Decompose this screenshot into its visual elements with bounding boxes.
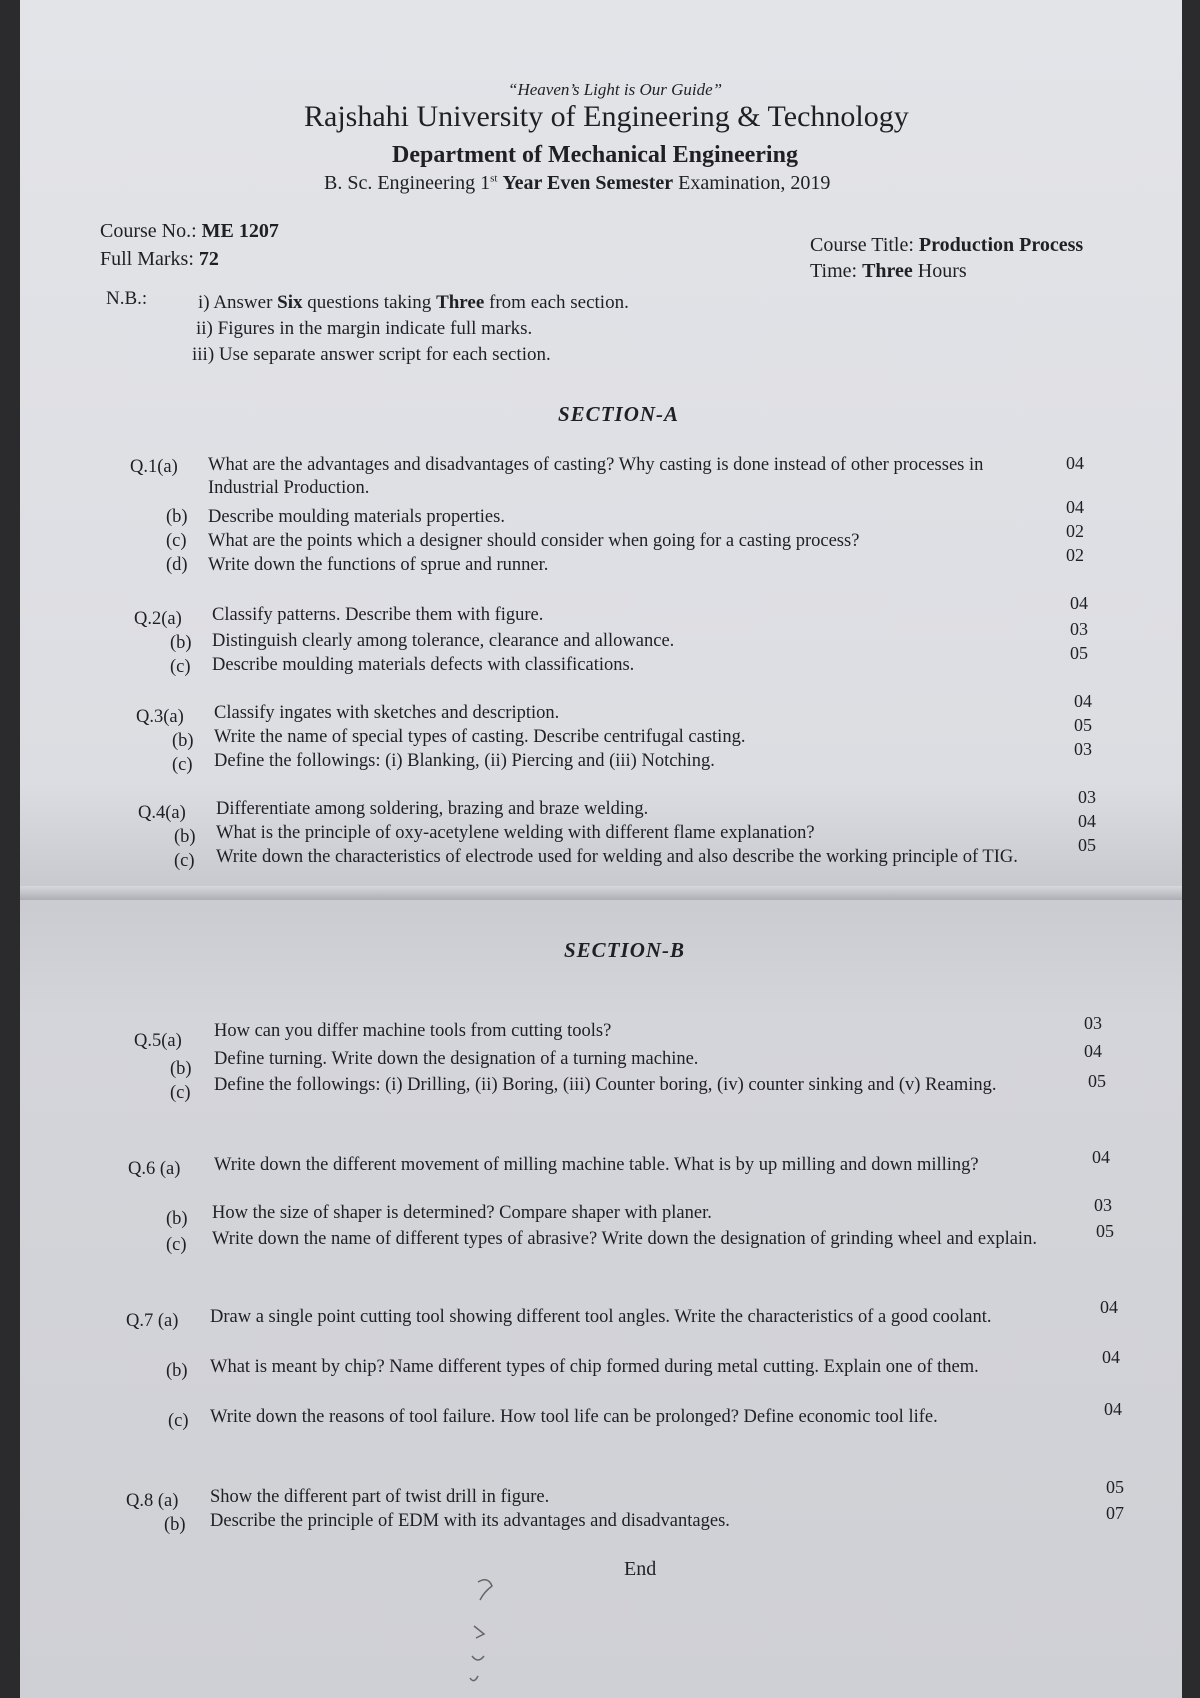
university-name: Rajshahi University of Engineering & Technology — [304, 100, 909, 133]
paper-fold — [20, 886, 1182, 900]
q8b-marks: 07 — [1106, 1503, 1124, 1523]
time-unit: Hours — [917, 260, 967, 282]
q4c-marks: 05 — [1078, 835, 1096, 855]
q3a-marks: 04 — [1074, 691, 1092, 711]
q5a-number: Q.5(a) — [134, 1031, 182, 1051]
course-title-value: Production Process — [918, 234, 1084, 256]
q4b-number: (b) — [174, 827, 196, 847]
time-label: Time: — [810, 260, 858, 282]
q2a-text: Classify patterns. Describe them with figure. — [212, 605, 544, 625]
q7c-number: (c) — [168, 1411, 189, 1431]
nb-item-1-a: Answer — [213, 292, 273, 313]
time-value: Three — [862, 260, 913, 282]
q3a-number: Q.3(a) — [136, 707, 184, 727]
exam-year-sem: Year Even Semester — [502, 172, 674, 194]
nb-item-3: iii) Use separate answer script for each section. — [192, 344, 551, 365]
nb-item-2: ii) Figures in the margin indicate full marks. — [196, 318, 533, 339]
q7a-text: Draw a single point cutting tool showing different tool angles. Write the characteristics of a good coolant. — [210, 1307, 992, 1327]
q2b-number: (b) — [170, 633, 192, 653]
q1c-number: (c) — [166, 531, 187, 551]
q1b-marks: 04 — [1066, 497, 1084, 517]
nb-item-1 — [198, 292, 629, 314]
q5c-number: (c) — [170, 1083, 191, 1103]
exam-paper — [20, 0, 1182, 1698]
q4c-number: (c) — [174, 851, 195, 871]
course-no-value: ME 1207 — [201, 220, 279, 242]
q1c-marks: 02 — [1066, 521, 1084, 541]
q6b-number: (b) — [166, 1209, 188, 1229]
q5a-text: How can you differ machine tools from cutting tools? — [214, 1021, 612, 1041]
q6c-text: Write down the name of different types of abrasive? Write down the designation of grinding wheel and explain. — [212, 1229, 1037, 1249]
section-b-heading: SECTION-B — [564, 938, 686, 962]
q4a-number: Q.4(a) — [138, 803, 186, 823]
q2b-marks: 03 — [1070, 619, 1088, 639]
q8b-number: (b) — [164, 1515, 186, 1535]
q5c-text: Define the followings: (i) Drilling, (ii) Boring, (iii) Counter boring, (iv) counter sinking and (v) Reaming. — [214, 1075, 997, 1095]
end-label: End — [624, 1558, 657, 1580]
nb-item-1-c: questions taking — [307, 292, 432, 313]
q5b-marks: 04 — [1084, 1041, 1102, 1061]
q4a-marks: 03 — [1078, 787, 1096, 807]
q1c-text: What are the points which a designer should consider when going for a casting process? — [208, 531, 860, 551]
q7a-marks: 04 — [1100, 1297, 1118, 1317]
q1b-number: (b) — [166, 507, 188, 527]
q3b-marks: 05 — [1074, 715, 1092, 735]
q8b-text: Describe the principle of EDM with its advantages and disadvantages. — [210, 1511, 730, 1531]
q7b-marks: 04 — [1102, 1347, 1120, 1367]
nb-item-1-num: i) — [198, 292, 210, 313]
nb-label: N.B.: — [106, 288, 148, 309]
full-marks-value: 72 — [198, 248, 219, 270]
department-name: Department of Mechanical Engineering — [392, 142, 798, 168]
course-no-label: Course No.: — [100, 220, 197, 242]
q3c-marks: 03 — [1074, 739, 1092, 759]
exam-suffix: Examination, 2019 — [678, 172, 831, 194]
q5b-number: (b) — [170, 1059, 192, 1079]
section-a-heading: SECTION-A — [558, 402, 680, 426]
q8a-text: Show the different part of twist drill in figure. — [210, 1487, 550, 1507]
course-no — [100, 220, 279, 243]
q6a-marks: 04 — [1092, 1147, 1110, 1167]
nb-item-1-d: Three — [436, 292, 485, 313]
q1b-text: Describe moulding materials properties. — [208, 507, 505, 527]
q6c-marks: 05 — [1096, 1221, 1114, 1241]
q5b-text: Define turning. Write down the designation of a turning machine. — [214, 1049, 699, 1069]
q3a-text: Classify ingates with sketches and description. — [214, 703, 560, 723]
course-title-label: Course Title: — [810, 234, 914, 256]
q6b-marks: 03 — [1094, 1195, 1112, 1215]
q4c-text: Write down the characteristics of electrode used for welding and also describe the working principle of TIG. — [216, 847, 1018, 867]
q3c-number: (c) — [172, 755, 193, 775]
q1a-text: What are the advantages and disadvantages of casting? Why casting is done instead of other processes in Industrial Production. — [208, 455, 984, 498]
q4a-text: Differentiate among soldering, brazing and braze welding. — [216, 799, 649, 819]
q2a-marks: 04 — [1070, 593, 1088, 613]
q1a-number: Q.1(a) — [130, 457, 178, 477]
q6b-text: How the size of shaper is determined? Compare shaper with planer. — [212, 1203, 712, 1223]
q7c-marks: 04 — [1104, 1399, 1122, 1419]
exam-time — [810, 260, 967, 283]
q3c-text: Define the followings: (i) Blanking, (ii) Piercing and (iii) Notching. — [214, 751, 715, 771]
q3b-text: Write the name of special types of casting. Describe centrifugal casting. — [214, 727, 746, 747]
q3b-number: (b) — [172, 731, 194, 751]
q7c-text: Write down the reasons of tool failure. How tool life can be prolonged? Define economic tool life. — [210, 1407, 938, 1427]
q7b-number: (b) — [166, 1361, 188, 1381]
q1d-marks: 02 — [1066, 545, 1084, 565]
exam-title — [324, 172, 830, 195]
q6c-number: (c) — [166, 1235, 187, 1255]
q6a-number: Q.6 (a) — [128, 1159, 181, 1179]
full-marks-label: Full Marks: — [100, 248, 194, 270]
q7a-number: Q.7 (a) — [126, 1311, 179, 1331]
q2a-number: Q.2(a) — [134, 609, 182, 629]
pencil-scribble — [460, 1570, 520, 1690]
q1d-number: (d) — [166, 555, 188, 575]
q4b-text: What is the principle of oxy-acetylene welding with different flame explanation? — [216, 823, 815, 843]
q8a-number: Q.8 (a) — [126, 1491, 179, 1511]
nb-item-1-e: from each section. — [489, 292, 629, 313]
q2c-number: (c) — [170, 657, 191, 677]
q2c-text: Describe moulding materials defects with classifications. — [212, 655, 635, 675]
q6a-text: Write down the different movement of milling machine table. What is by up milling and down milling? — [214, 1155, 979, 1175]
exam-sup: st — [490, 172, 498, 185]
q8a-marks: 05 — [1106, 1477, 1124, 1497]
q5c-marks: 05 — [1088, 1071, 1106, 1091]
q4b-marks: 04 — [1078, 811, 1096, 831]
full-marks — [100, 248, 219, 271]
q1d-text: Write down the functions of sprue and runner. — [208, 555, 549, 575]
q2c-marks: 05 — [1070, 643, 1088, 663]
q2b-text: Distinguish clearly among tolerance, clearance and allowance. — [212, 631, 675, 651]
course-title — [810, 234, 1083, 257]
exam-prefix: B. Sc. Engineering 1 — [324, 172, 491, 194]
q5a-marks: 03 — [1084, 1013, 1102, 1033]
q7b-text: What is meant by chip? Name different types of chip formed during metal cutting. Explain one of them. — [210, 1357, 979, 1377]
nb-item-1-b: Six — [277, 292, 303, 313]
motto: “Heaven’s Light is Our Guide” — [508, 80, 723, 99]
q1a-marks: 04 — [1066, 453, 1084, 473]
